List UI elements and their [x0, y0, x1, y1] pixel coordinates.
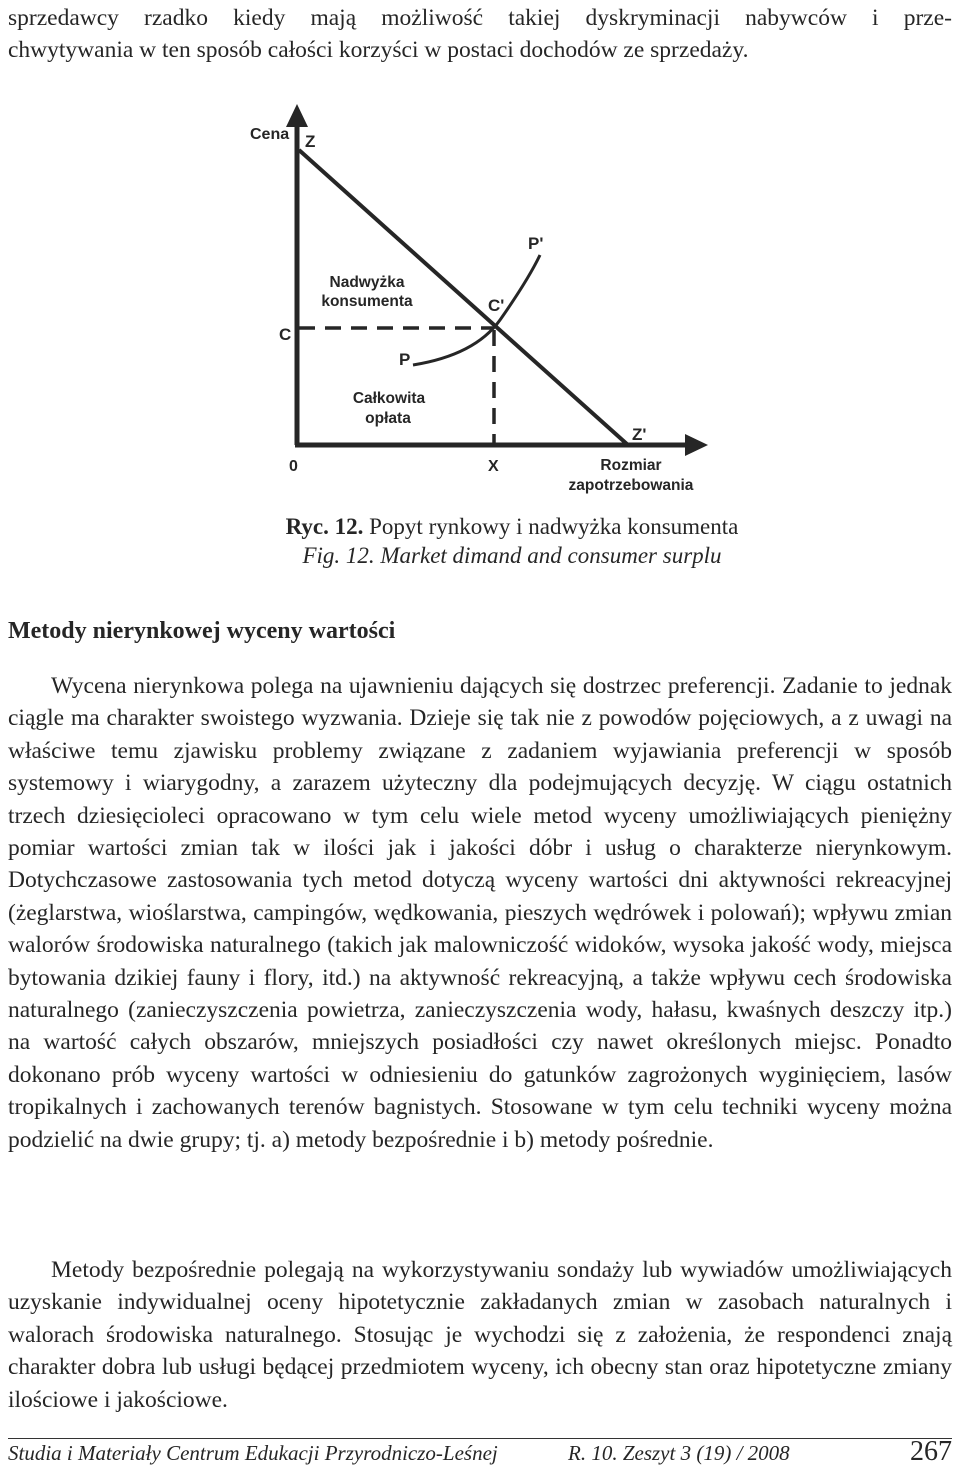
- label-surplus-line2: konsumenta: [321, 293, 413, 310]
- label-axis-x-line2: zapotrzebowania: [568, 477, 694, 494]
- y-axis-arrow-icon: [286, 104, 308, 127]
- figure-caption-pl: [0, 512, 960, 542]
- label-c: C: [279, 325, 292, 344]
- intro-line-2: chwytywania w ten sposób całości korzyści w postaci dochodów ze sprzedaży.: [8, 37, 749, 63]
- label-total-charge-line1: Całkowita: [352, 390, 426, 407]
- label-axis-x-line1: Rozmiar: [600, 457, 662, 474]
- intro-line-1: sprzedawcy rzadko kiedy mają możliwość takiej dyskryminacji nabywców i prze-: [8, 5, 952, 31]
- figure-caption-en: Fig. 12. Market dimand and consumer surplu: [302, 543, 722, 568]
- label-x: X: [488, 458, 499, 475]
- section-heading: Metody nierynkowej wyceny wartości: [8, 618, 396, 644]
- demand-surplus-diagram: [230, 100, 750, 500]
- footer-volume: R. 10. Zeszyt 3 (19) / 2008: [568, 1441, 790, 1465]
- label-z: Z: [305, 132, 316, 151]
- label-c-prime: C': [488, 296, 505, 315]
- x-axis-arrow-icon: [685, 434, 708, 456]
- label-cena: Cena: [250, 126, 290, 143]
- body-paragraph-1: Wycena nierynkowa polega na ujawnieniu dających się dostrzec preferencji. Zadanie to jednak ciągle ma charakter swoistego wyzwania. Dzieje się tak nie z powodów pojęciowych, a z uwagi na właściwe temu zjawisku problemy związane z zadaniem wyjawiania preferencji w sposób systemowy i wiarygodny, a zarazem użyteczny dla podejmujących decyzję. W ciągu ostatnich trzech dziesięcioleci opracowano w tym celu wiele metod wyceny umożliwiających pieniężny pomiar wartości zmian tak w ilości jak i jakości dóbr i usług o charakterze nierynkowym. Dotychczasowe zastosowania tych metod dotyczą wyceny wartości dni aktywności rekreacyjnej (żeglarstwa, wioślarstwa, campingów, wędkowania, pieszych wędrówek i polowań); wpływu zmian walorów środowiska naturalnego (takich jak malowniczość widoków, wysoka jakość wody, miejsca bytowania dzikiej fauny i flory, itd.) na aktywność rekreacyjną, a także wpływu cech środowiska naturalnego (zanieczyszczenia powietrza, zanieczyszczenia wody, hałasu, kwaśnych deszczy itp.) na wartość całych obszarów, mniejszych posiadłości czy nawet określonych miejsc. Ponadto dokonano prób wyceny wartości w odniesieniu do gatunków zagrożonych wyginięciem, lasów tropikalnych i zachowanych terenów bagnistych. Stosowane w tym celu techniki wyceny można podzielić na dwie grupy; tj. a) metody bezpośrednie i b) metody pośrednie.: [8, 673, 952, 1153]
- body-paragraph-2: Metody bezpośrednie polegają na wykorzystywaniu sondaży lub wywiadów umożliwiających uzyskanie indywidualnej oceny hipotetycznie zakładanych zmian w zasobach naturalnych i walorach środowiska naturalnego. Stosując je wychodzi się z założenia, że respondenci znają charakter dobra lub usługi będącej przedmiotem wyceny, ich obecny stan oraz hipotetyczne zmiany ilościowe i jakościowe.: [8, 1257, 952, 1413]
- label-total-charge-line2: opłata: [365, 410, 411, 427]
- footer-journal-title: Studia i Materiały Centrum Edukacji Przyrodniczo-Leśnej: [8, 1441, 498, 1465]
- label-surplus-line1: Nadwyżka: [329, 274, 405, 291]
- label-z-prime: Z': [632, 425, 647, 444]
- page-footer: [8, 1438, 952, 1470]
- intro-paragraph: [8, 2, 952, 66]
- page-number: 267: [910, 1436, 952, 1467]
- label-p: P: [399, 350, 411, 369]
- figure-caption-text: Popyt rynkowy i nadwyżka konsumenta: [369, 514, 739, 539]
- label-p-prime: P': [528, 234, 544, 253]
- label-origin: 0: [289, 458, 298, 475]
- figure-caption-prefix: Ryc. 12.: [285, 514, 364, 539]
